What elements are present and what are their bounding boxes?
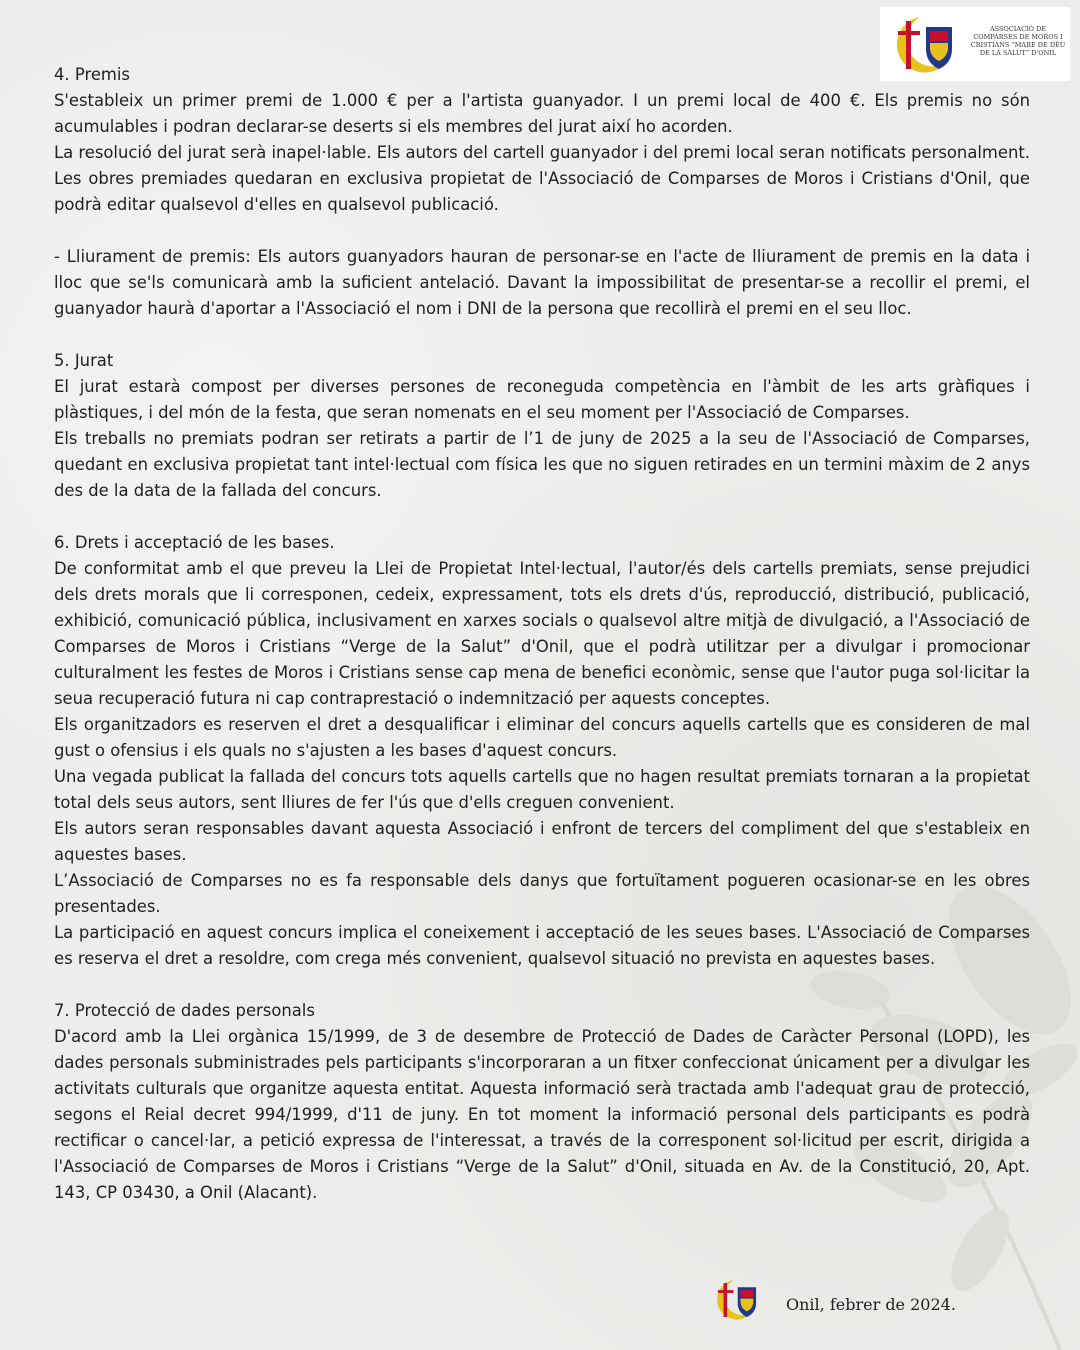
paragraph: L’Associació de Comparses no es fa responsable dels danys que fortuïtament pogueren ocasionar-se en les obres presentades. — [54, 871, 1030, 916]
paragraph: D'acord amb la Llei orgànica 15/1999, de 3 de desembre de Protecció de Dades de Caràcter Personal (LOPD), les dades personals subministrades pels participants s'incorporaran a un fitxer confeccionat únicament per a divulgar les activitats culturals que organitze aquesta entitat. Aquesta informació serà tractada amb l'adequat grau de protecció, segons el Reial decret 994/1999, d'11 de juny. En tot moment la informació personal dels participants es podrà rectificar o cancel·lar, a petició expressa de l'interessat, a través de la corresponent sol·licitud per escrit, dirigida a l'Associació de Comparses de Moros i Cristians “Verge de la Salut” d'Onil, situada en Av. de la Constitució, 20, Apt. 143, CP 03430, a Onil (Alacant). — [54, 1027, 1030, 1202]
section-heading-dades: 7. Protecció de dades personals — [54, 1001, 315, 1020]
paragraph: El jurat estarà compost per diverses persones de reconeguda competència en l'àmbit de les arts gràfiques i plàstiques, i del món de la festa, que seran nomenats en el seu moment per l'Associació de Comparses. — [54, 377, 1030, 422]
paragraph: De conformitat amb el que preveu la Llei de Propietat Intel·lectual, l'autor/és dels cartells premiats, sense prejudici dels drets morals que li corresponen, cedeix, expressament, tots els drets d'ús, reproducció, distribució, publicació, exhibició, comunicació pública, inclusivament en xarxes socials o qualsevol altre mitjà de divulgació, a l'Associació de Comparses de Moros i Cristians “Verge de la Salut” d'Onil, que el podrà utilitzar per a divulgar i promocionar culturalment les festes de Moros i Cristians sense cap mena de benefici econòmic, sense que l'autor puga sol·licitar la seua recuperació futura ni cap contraprestació o indemnització per aquests conceptes. — [54, 559, 1030, 708]
paragraph: Els autors seran responsables davant aquesta Associació i enfront de tercers del compliment del que s'estableix en aquestes bases. — [54, 819, 1030, 864]
paragraph: Els organitzadors es reserven el dret a desqualificar i eliminar del concurs aquells cartells que es consideren de mal gust o ofensius i els quals no s'ajusten a les bases d'aquest concurs. — [54, 715, 1030, 760]
section-heading-jurat: 5. Jurat — [54, 351, 114, 370]
footer-date: Onil, febrer de 2024. — [786, 1295, 956, 1314]
logo-text: ASSOCIACIÓ DE COMPARSES DE MOROS I CRISTIANS “MARE DE DÉU DE LA SALUT” D'ONIL — [970, 25, 1066, 57]
paragraph: La participació en aquest concurs implica el coneixement i acceptació de les seues bases. L'Associació de Comparses es reserva el dret a resoldre, com cregа més convenient, qualsevol situació no prevista en aquestes bases. — [54, 923, 1030, 968]
paragraph: S'estableix un primer premi de 1.000 € per a l'artista guanyador. I un premi local de 400 €. Els premis no són acumulables i podran declarar-se deserts si els membres del jurat així ho acorden. — [54, 91, 1030, 136]
footer-emblem-icon — [708, 1274, 766, 1326]
paragraph: - Lliurament de premis: Els autors guanyadors hauran de personar-se en l'acte de lliurament de premis en la data i lloc que se'ls comunicarà amb la suficient antelació. Davant la impossibilitat de presentar-se a recollir el premi, el guanyador haurà d'aportar a l'Associació el nom i DNI de la persona que recollirà el premi en el seu lloc. — [54, 247, 1030, 318]
section-heading-premis: 4. Premis — [54, 65, 130, 84]
section-heading-drets: 6. Drets i acceptació de les bases. — [54, 533, 335, 552]
document-body — [54, 62, 1030, 1206]
paragraph: La resolució del jurat serà inapel·lable. Els autors del cartell guanyador i del premi local seran notificats personalment. Les obres premiades quedaran en exclusiva propietat de l'Associació de Comparses de Moros i Cristians d'Onil, que podrà editar qualsevol d'elles en qualsevol publicació. — [54, 143, 1030, 214]
paragraph: Els treballs no premiats podran ser retirats a partir de l’1 de juny de 2025 a la seu de l'Associació de Comparses, quedant en exclusiva propietat tant intel·lectual com física les que no siguen retirades en un termini màxim de 2 anys des de la data de la fallada del concurs. — [54, 429, 1030, 500]
paragraph: Una vegada publicat la fallada del concurs tots aquells cartells que no hagen resultat premiats tornaran a la propietat total dels seus autors, sent lliures de fer l'ús que d'ells creguen convenient. — [54, 767, 1030, 812]
